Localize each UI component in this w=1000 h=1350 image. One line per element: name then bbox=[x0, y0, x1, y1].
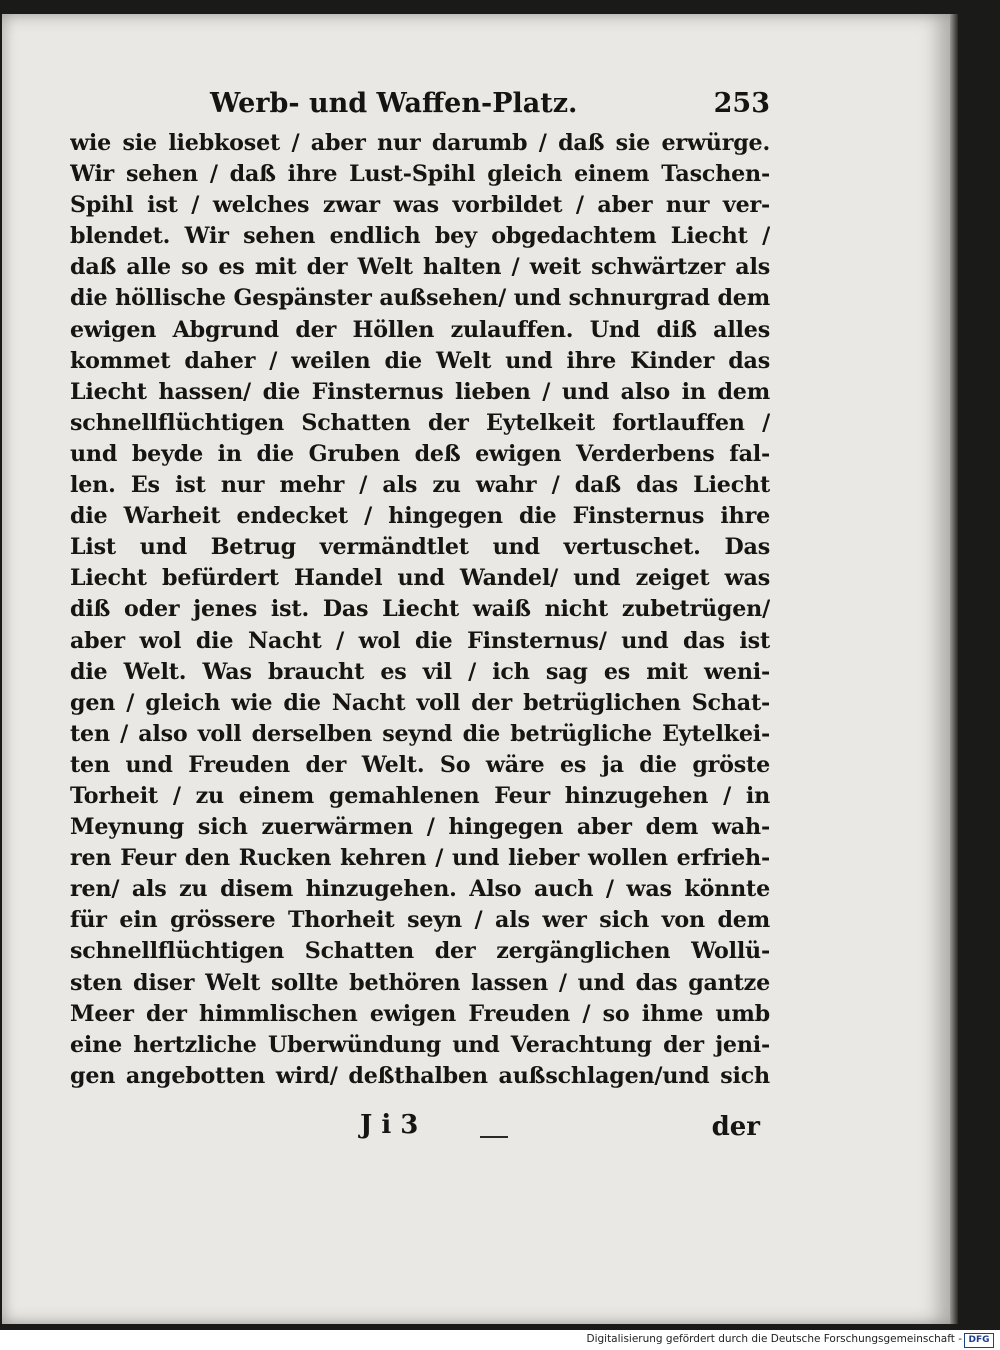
text-line: blendet. Wir sehen endlich bey obgedachtem Liecht / bbox=[70, 223, 770, 250]
text-line: ten / also voll derselben seynd die betrügliche Eytelkei- bbox=[70, 720, 770, 747]
text-line: daß alle so es mit der Welt halten / weit schwärtzer als bbox=[70, 254, 770, 281]
text-line: ren Feur den Rucken kehren / und lieber wollen erfrieh- bbox=[70, 845, 770, 872]
text-line: kommet daher / weilen die Welt und ihre Kinder das bbox=[70, 347, 770, 374]
text-line: ten und Freuden der Welt. So wäre es ja die gröste bbox=[70, 751, 770, 778]
body-text bbox=[70, 128, 770, 1092]
text-line: Liecht hassen/ die Finsternus lieben / und also in dem bbox=[70, 378, 770, 405]
text-line: Torheit / zu einem gemahlenen Feur hinzugehen / in bbox=[70, 782, 770, 809]
text-line: eine hertzliche Uberwündung und Verachtung der jeni- bbox=[70, 1031, 770, 1058]
text-line: Meynung sich zuerwärmen / hingegen aber dem wah- bbox=[70, 814, 770, 841]
text-line: aber wol die Nacht / wol die Finsternus/ und das ist bbox=[70, 627, 770, 654]
page-edge bbox=[950, 14, 958, 1324]
signature-mark: J i 3 bbox=[360, 1110, 419, 1140]
text-line: gen angebotten wird/ deßthalben außschlagen/und sich bbox=[70, 1062, 770, 1089]
text-line: schnellflüchtigen Schatten der Eytelkeit fortlauffen / bbox=[70, 409, 770, 436]
text-line: len. Es ist nur mehr / als zu wahr / daß das Liecht bbox=[70, 472, 770, 499]
running-head bbox=[200, 88, 770, 124]
text-line: wie sie liebkoset / aber nur darumb / daß sie erwürge. bbox=[70, 130, 770, 156]
text-line: diß oder jenes ist. Das Liecht waiß nicht zubetrügen/ bbox=[70, 596, 770, 623]
text-line: Meer der himmlischen ewigen Freuden / so ihme umb bbox=[70, 1000, 770, 1027]
text-line: List und Betrug vermändtlet und vertuschet. Das bbox=[70, 534, 770, 561]
signature-dash bbox=[480, 1136, 508, 1138]
credit-bar bbox=[0, 1330, 1000, 1350]
text-line: die höllische Gespänster außsehen/ und schnurgrad dem bbox=[70, 285, 770, 312]
text-line: schnellflüchtigen Schatten der zergänglichen Wollü- bbox=[70, 938, 770, 965]
dfg-logo-icon: DFG bbox=[964, 1333, 994, 1348]
text-line: ren/ als zu disem hinzugehen. Also auch / was könnte bbox=[70, 876, 770, 903]
text-line: sten diser Welt sollte bethören lassen / und das gantze bbox=[70, 969, 770, 996]
text-line: ewigen Abgrund der Höllen zulauffen. Und diß alles bbox=[70, 316, 770, 343]
text-line: gen / gleich wie die Nacht voll der betrüglichen Schat- bbox=[70, 689, 770, 716]
text-line: Liecht befürdert Handel und Wandel/ und zeiget was bbox=[70, 565, 770, 592]
text-line: Wir sehen / daß ihre Lust-Spihl gleich einem Taschen- bbox=[70, 161, 770, 188]
text-line: für ein grössere Thorheit seyn / als wer sich von dem bbox=[70, 907, 770, 934]
text-line: die Warheit endecket / hingegen die Finsternus ihre bbox=[70, 503, 770, 530]
running-title: Werb- und Waffen-Platz. bbox=[210, 88, 578, 119]
text-line: Spihl ist / welches zwar was vorbildet / aber nur ver- bbox=[70, 192, 770, 219]
catchword: der bbox=[711, 1112, 760, 1142]
text-line: die Welt. Was braucht es vil / ich sag es mit weni- bbox=[70, 658, 770, 685]
page-number: 253 bbox=[713, 88, 770, 119]
text-line: und beyde in die Gruben deß ewigen Verderbens fal- bbox=[70, 440, 770, 467]
page-footer bbox=[360, 1110, 760, 1146]
funding-credit: Digitalisierung gefördert durch die Deutsche Forschungsgemeinschaft - bbox=[586, 1333, 962, 1345]
